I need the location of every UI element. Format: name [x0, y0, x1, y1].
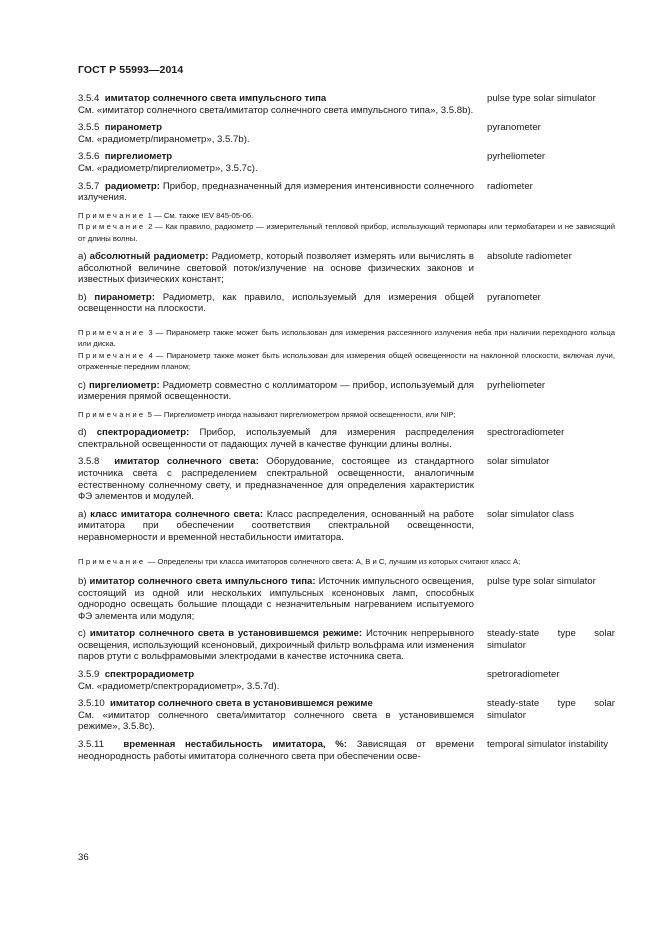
note-1: [78, 210, 615, 221]
term-entry-spectroradiometer: [78, 427, 615, 450]
entry-text: Источник импульсного освещения, состоящий из одной или нескольких импульсных ксеноновых ламп, способных однородно освещать большие площади с незначительным нагреванием испытуемого ФЭ элемента или модуля;: [78, 575, 475, 622]
entry-en: radiometer: [487, 180, 533, 192]
entry-number: b): [78, 291, 87, 303]
entry-text: Источник непрерывного освещения, использующий ксеноновый, дихроичный фильтр вольфрама или изменения паров ртути с вольфрамовыми электродами в качестве источника света.: [78, 628, 474, 663]
entry-en: absolute radiometer: [487, 250, 572, 262]
entry-text: См. «имитатор солнечного света/имитатор солнечного света в установившемся режиме», 3.5.8c).: [78, 709, 474, 733]
note-2: [78, 221, 615, 244]
entry-text: Радиометр, как правило, используемый для измерения общей освещенности на плоскости.: [78, 291, 474, 315]
entry-number: 3.5.6: [78, 151, 100, 163]
note-classes: [78, 556, 615, 567]
entry-en: spectroradiometer: [487, 427, 565, 439]
entry-number: d): [78, 427, 87, 439]
term-entry-3-5-10: [78, 698, 615, 733]
entry-en: temporal simulator instability: [487, 739, 609, 751]
term-entry-3-5-9: [78, 669, 615, 692]
entry-text: См. «радиометр/пиргелиометр», 3.5.7c).: [78, 162, 258, 174]
term-entry-3-5-7: [78, 181, 615, 204]
note-text: 1 — См. также IEV 845-05-06.: [147, 210, 254, 220]
note-text: — Определены три класса имитаторов солнечного света: А, В и С, лучшим из которых считают класс А;: [147, 556, 521, 566]
term-entry-pulse-type-simulator: [78, 576, 615, 622]
entry-number: a): [78, 250, 87, 262]
entry-ru: [78, 698, 474, 733]
entry-en: pyrheliometer: [487, 379, 546, 391]
note-text: 3 — Пиранометр также может быть использован для измерения рассеянного излучения неба при наличии переходного кольца или диска.: [78, 327, 616, 349]
term-entry-3-5-4: [78, 93, 615, 116]
note-5: [78, 409, 615, 420]
note-label: Примечание: [78, 210, 146, 220]
entry-en: pyranometer: [487, 291, 541, 303]
note-text: 4 — Пиранометр также может быть использован для измерения общей освещенности на наклонной плоскости, включая лучи, отраженные передним планом;: [78, 350, 615, 372]
entry-term: спектрорадиометр: [104, 669, 195, 681]
entry-text: Оборудование, состоящее из стандартного источника света с распределением спектральной освещенности, аналогичным естественному солнечному свету, и предназначенное для определения характеристик ФЭ элементов и модулей.: [78, 456, 474, 503]
page-header: ГОСТ Р 55993—2014: [78, 64, 184, 76]
document-body: [78, 93, 615, 762]
entry-number: a): [78, 508, 87, 520]
entry-ru: [78, 292, 474, 315]
entry-term: имитатор солнечного света импульсного типа:: [89, 575, 316, 587]
term-entry-pyrheliometer: [78, 380, 615, 403]
entry-term: временная нестабильность имитатора, %:: [123, 739, 347, 751]
entry-en: solar simulator class: [487, 508, 574, 520]
term-entry-absolute-radiometer: [78, 251, 615, 286]
entry-number: 3.5.9: [78, 669, 100, 681]
entry-ru: [78, 151, 474, 174]
entry-en: pulse type solar simulator: [487, 93, 596, 104]
entry-text: Прибор, предназначенный для измерения интенсивности солнечного излучения.: [78, 180, 474, 204]
entry-en: pyrheliometer: [487, 151, 546, 163]
entry-term: пиргелиометр:: [89, 379, 160, 391]
entry-en: pulse type solar simulator: [487, 575, 596, 587]
entry-number: 3.5.10: [78, 698, 105, 710]
entry-number: b): [78, 575, 87, 587]
entry-ru: [78, 93, 474, 116]
entry-number: c): [78, 628, 86, 640]
note-label: Примечание: [78, 409, 146, 419]
entry-ru: [78, 576, 474, 622]
entry-ru: [78, 739, 474, 762]
entry-term: пиранометр:: [94, 291, 155, 303]
entry-term: имитатор солнечного света в установившемся режиме: [110, 698, 373, 710]
entry-en: pyranometer: [487, 122, 541, 134]
note-label: Примечание: [78, 350, 146, 360]
entry-number: 3.5.7: [78, 180, 100, 192]
term-entry-3-5-6: [78, 151, 615, 174]
term-entry-pyranometer: [78, 292, 615, 315]
entry-ru: [78, 122, 474, 145]
entry-number: 3.5.5: [78, 122, 100, 134]
term-entry-solar-simulator-class: [78, 509, 615, 544]
entry-term: пиранометр: [104, 122, 162, 134]
entry-number: 3.5.4: [78, 93, 100, 104]
entry-text: См. «радиометр/спектрорадиометр», 3.5.7d).: [78, 680, 280, 692]
entry-number: c): [78, 379, 86, 391]
term-entry-3-5-5: [78, 122, 615, 145]
note-label: Примечание: [78, 222, 146, 232]
note-4: [78, 350, 615, 373]
entry-term: спектрорадиометр:: [96, 427, 190, 439]
entry-number: 3.5.11: [78, 739, 104, 751]
term-entry-3-5-8: [78, 456, 615, 502]
term-entry-3-5-11: [78, 739, 615, 762]
term-entry-steady-state-simulator: [78, 628, 615, 663]
entry-term: класс имитатора солнечного света:: [90, 508, 264, 520]
entry-ru: [78, 181, 474, 204]
entry-text: См. «радиометр/пиранометр», 3.5.7b).: [78, 133, 250, 145]
entry-text: См. «имитатор солнечного света/имитатор солнечного света импульсного типа», 3.5.8b).: [78, 104, 474, 116]
note-text: 2 — Как правило, радиометр — измерительный тепловой прибор, использующий термопары или термобатареи и не зависящий от длины волны.: [78, 222, 615, 243]
entry-ru: [78, 427, 474, 450]
entry-en: spetroradiometer: [487, 669, 560, 681]
entry-en: solar simulator: [487, 456, 550, 468]
entry-number: 3.5.8: [78, 456, 100, 468]
note-text: 5 — Пиргелиометр иногда называют пиргелиометром прямой освещенности, или NIP;: [147, 409, 456, 419]
note-label: Примечание: [78, 556, 146, 566]
entry-ru: [78, 628, 474, 663]
note-3: [78, 327, 615, 350]
entry-term: абсолютный радиометр:: [89, 250, 209, 262]
entry-text: Радиометр совместно с коллиматором — прибор, используемый для измерения прямой освещенности.: [78, 379, 474, 403]
entry-text: Прибор, используемый для измерения распределения спектральной освещенности от падающих лучей в качестве функции длины волны.: [78, 427, 474, 450]
entry-term: имитатор солнечного света в установившемся режиме:: [89, 628, 363, 640]
entry-term: пиргелиометр: [104, 151, 173, 163]
entry-ru: [78, 669, 474, 692]
entry-ru: [78, 251, 474, 286]
entry-en: steady-state type solar simulator: [487, 698, 615, 721]
entry-en: steady-state type solar simulator: [487, 628, 615, 651]
note-label: Примечание: [78, 327, 146, 337]
entry-text: Зависящая от времени неоднородность работы имитатора солнечного света при обеспечении осве-: [78, 739, 474, 762]
page-number: 36: [78, 852, 89, 863]
entry-term: имитатор солнечного света импульсного типа: [104, 93, 327, 104]
entry-term: имитатор солнечного света:: [114, 456, 259, 468]
entry-ru: [78, 380, 474, 403]
entry-ru: [78, 456, 474, 502]
entry-term: радиометр:: [105, 180, 160, 192]
entry-text: Радиометр, который позволяет измерять или вычислять в абсолютной величине световой поток/излучение на основе физических законов и известных физических констант;: [78, 250, 474, 286]
entry-text: Класс распределения, основанный на работе имитатора при обеспечении соответствия спектральной освещенности, неравномерности и временной нестабильности имитатора.: [78, 508, 475, 543]
entry-ru: [78, 509, 474, 544]
